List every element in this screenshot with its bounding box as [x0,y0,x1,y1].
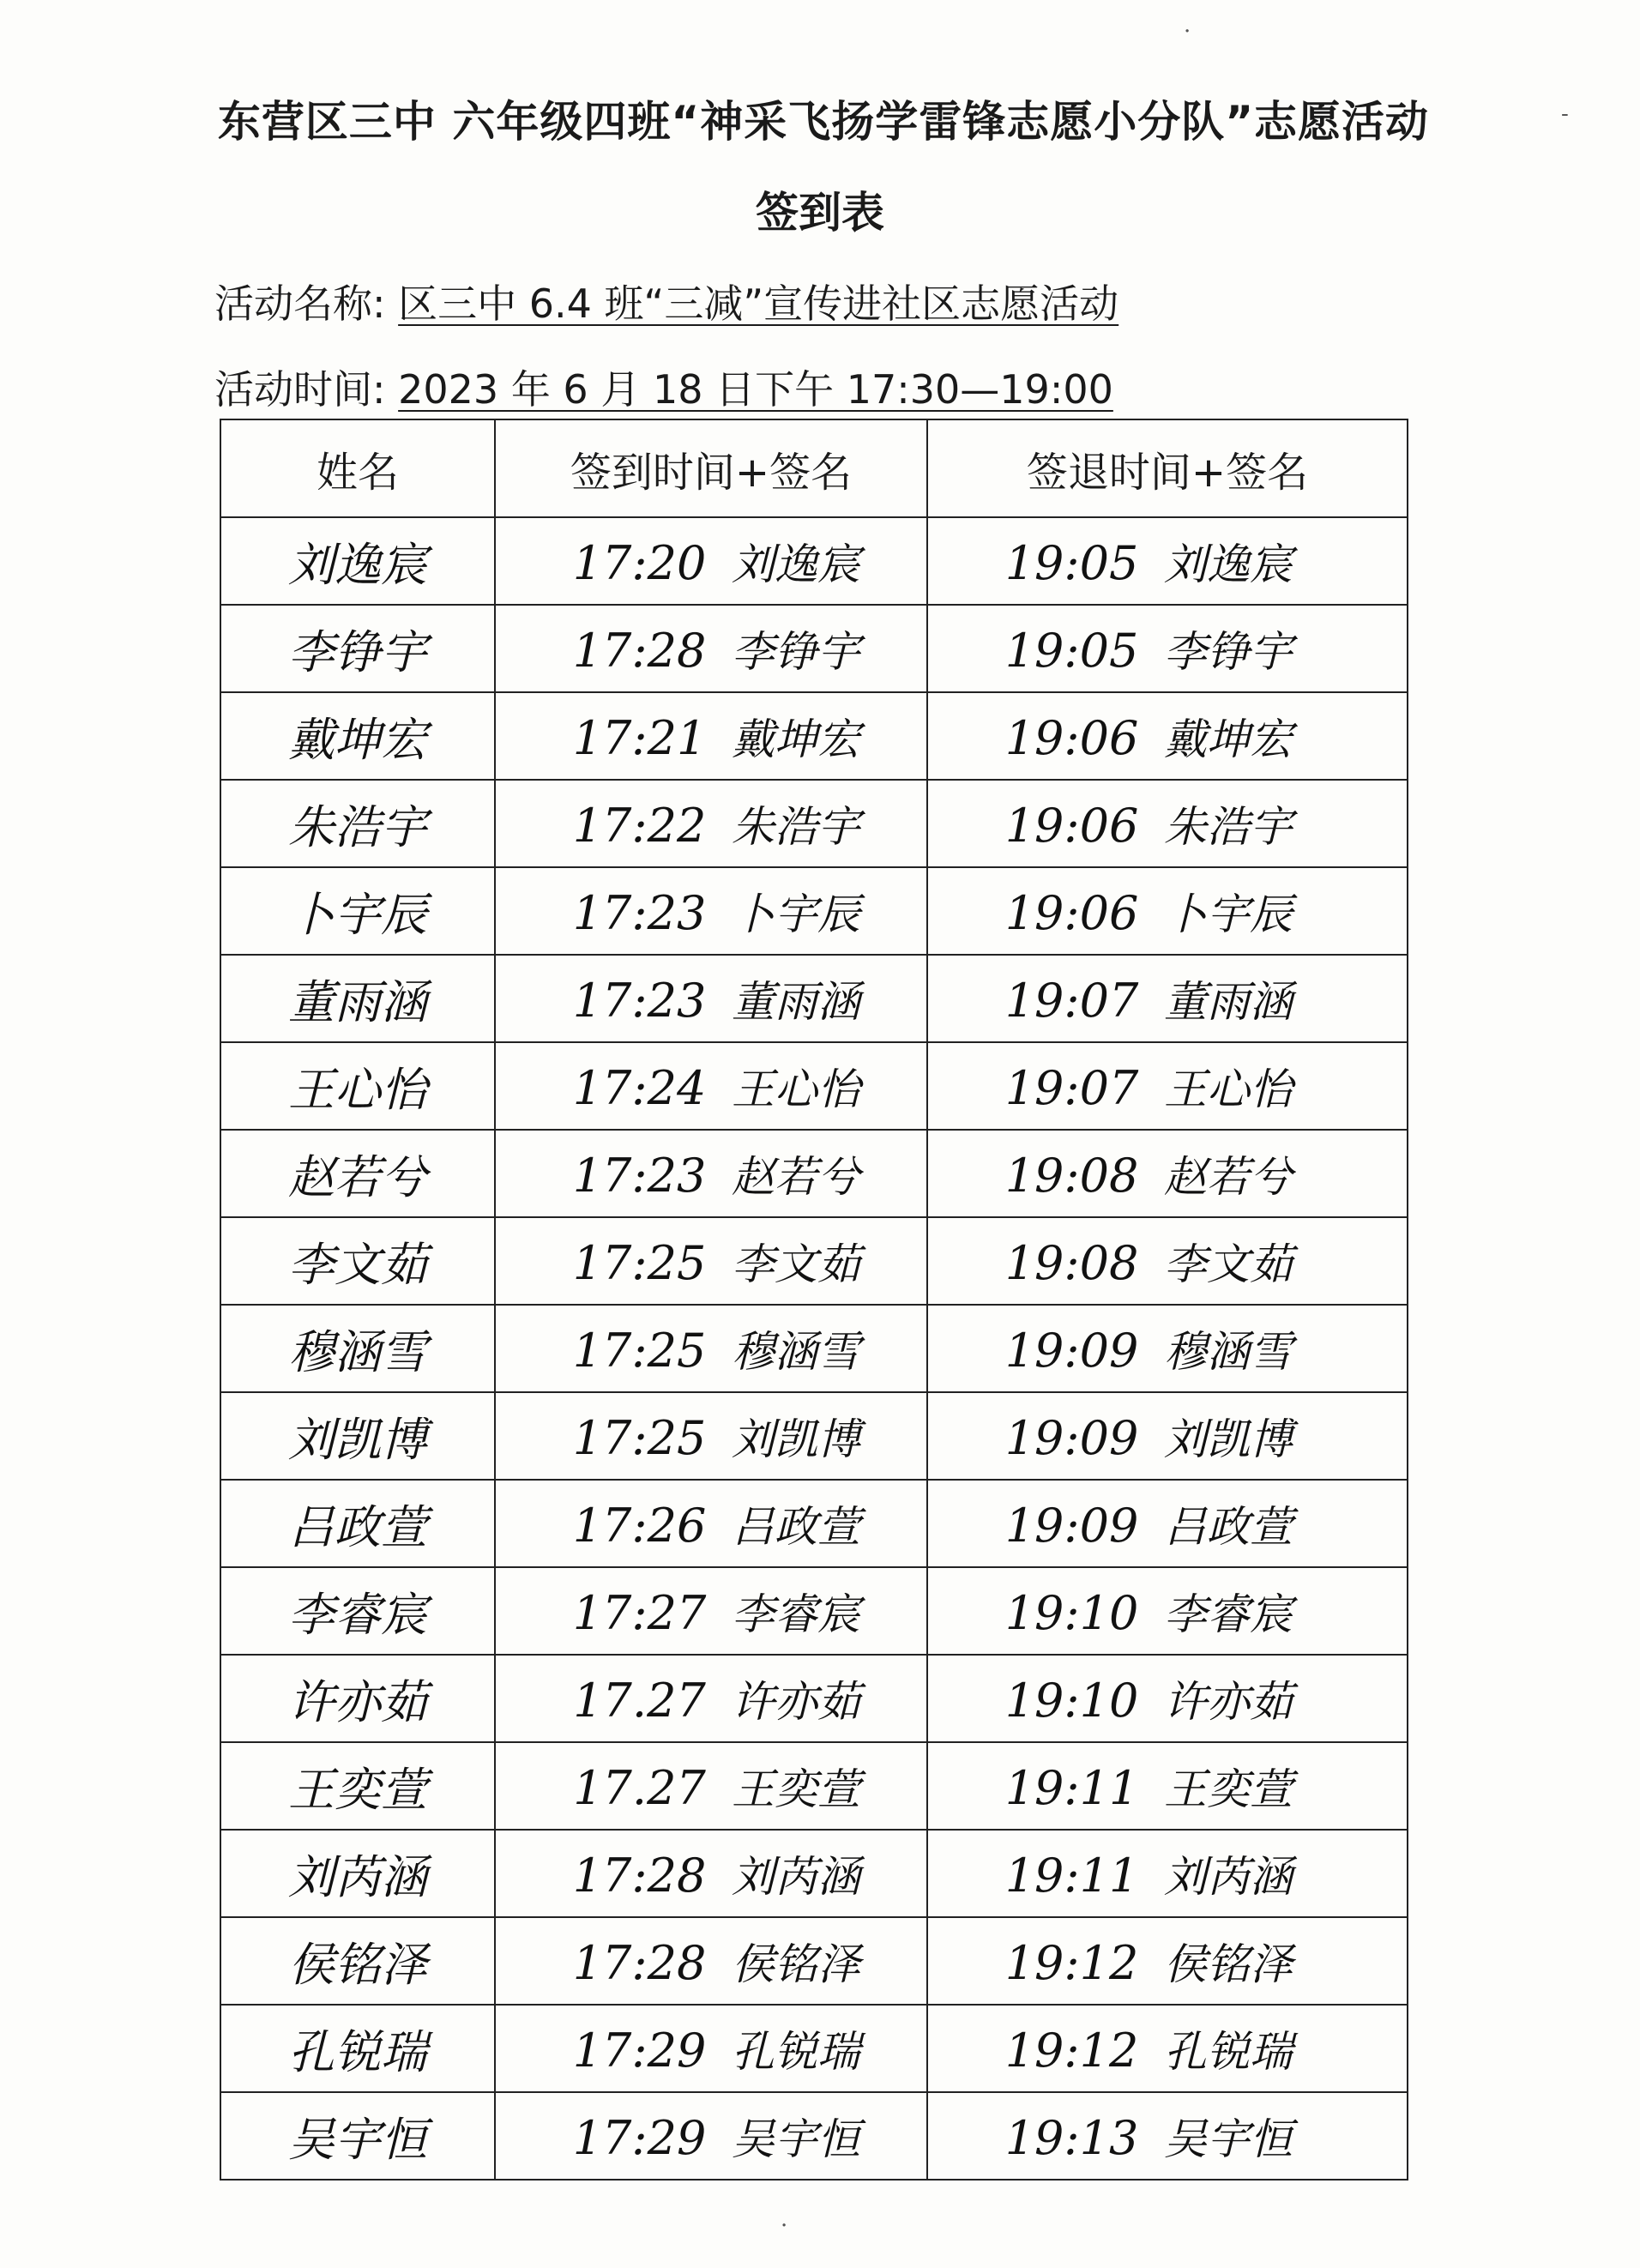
signin-time: 17:22 [572,799,707,853]
signin-cell [495,1917,927,2005]
table-row [220,1917,1408,2005]
signin-cell [495,1217,927,1305]
signout-cell [927,1217,1408,1305]
signout-signature: 卜宇辰 [1164,890,1293,939]
signin-cell [495,1042,927,1130]
signout-time: 19:11 [1004,1761,1139,1815]
signin-cell [495,692,927,780]
signin-time: 17:23 [572,974,707,1028]
student-name-cell: 赵若兮 [220,1130,495,1217]
signin-time: 17:28 [572,1849,707,1903]
signout-signature: 许亦茹 [1164,1677,1293,1727]
table-row [220,780,1408,867]
student-name-cell: 王心怡 [220,1042,495,1130]
signin-cell [495,1742,927,1830]
signin-signature: 穆涵雪 [732,1327,860,1377]
activity-name-label: 活动名称: [214,280,386,327]
student-name-cell: 许亦茹 [220,1655,495,1742]
student-name-cell: 李睿宸 [220,1567,495,1655]
signout-time: 19:12 [1004,1936,1139,1990]
signin-cell [495,1655,927,1742]
student-name-cell: 王奕萱 [220,1742,495,1830]
signout-time: 19:09 [1004,1324,1139,1378]
signin-time: 17:25 [572,1236,707,1290]
signin-signature: 吕政萱 [732,1502,860,1552]
signin-table [220,419,1408,2181]
signout-time: 19:09 [1004,1499,1139,1553]
header-signout: 签退时间+签名 [927,419,1408,517]
document-subtitle: 签到表 [756,188,884,238]
signin-time: 17:28 [572,624,707,678]
signin-cell [495,1392,927,1480]
signout-cell [927,1042,1408,1130]
signout-time: 19:07 [1004,1061,1139,1115]
signin-signature: 李睿宸 [732,1589,860,1639]
signin-signature: 戴坤宏 [732,715,860,764]
signin-time: 17:26 [572,1499,707,1553]
signout-cell [927,1655,1408,1742]
signin-signature: 董雨涵 [732,977,860,1027]
signin-cell [495,2005,927,2092]
signin-time: 17:21 [572,711,707,765]
signout-signature: 吕政萱 [1164,1502,1293,1552]
signout-time: 19:08 [1004,1149,1139,1203]
signout-signature: 孔锐瑞 [1164,2027,1293,2077]
student-name-cell: 刘芮涵 [220,1830,495,1917]
signin-time: 17:25 [572,1411,707,1465]
document-page: 东营区三中 六年级四班“神采飞扬学雷锋志愿小分队”志愿活动 签到表 活动名称: 区三中 6.4 班“三减”宣传进社区志愿活动 活动时间: 2023 年 6 月 18 日下午 17:30—19:00 姓名 签到时间+签名 签退时间+签名 刘逸宸 17:20 刘逸宸 19:05 刘逸宸 李铮宇 17:28 李铮宇 19:05 李铮宇 戴坤宏 17:21 戴坤宏 19:06 戴坤宏 朱浩宇 17:22 朱浩宇 19:06 朱浩宇 卜宇辰 17:23 卜宇辰 19:06 卜宇辰 董雨涵 17:23 董雨涵 19:07 董雨涵 王心怡 17:24 王心怡 19:07 王心怡 赵若兮 17:23 赵若兮 19:08 赵若兮 李文茹 17:25 李文茹 19:08 李文茹 穆涵雪 17:25 穆涵雪 19:09 穆涵雪 刘凯博 17:25 刘凯博 19:09 刘凯博 吕政萱 17:26 吕政萱 19:09 吕政萱 李睿宸 17:27 李睿宸 19:10 李睿宸 许亦茹 17.27 许亦茹 19:10 许亦茹 王奕萱 17.27 王奕萱 19:11 王奕萱 刘芮涵 17:28 刘芮涵 19:11 刘芮涵 侯铭泽 17:28 侯铭泽 19:12 侯铭泽 孔锐瑞 17:29 孔锐瑞 19:12 孔锐瑞 吴宇恒 17:29 吴宇恒 19:13 吴宇恒 · - · [0,0,1640,2268]
signout-signature: 王奕萱 [1164,1764,1293,1814]
signout-signature: 李睿宸 [1164,1589,1293,1639]
signout-cell [927,605,1408,692]
signout-cell [927,1305,1408,1392]
table-row [220,2005,1408,2092]
table-row [220,1392,1408,1480]
signout-cell [927,2092,1408,2180]
signin-signature: 刘凯博 [732,1414,860,1464]
document-title: 东营区三中 六年级四班“神采飞扬学雷锋志愿小分队”志愿活动 [217,97,1430,147]
signout-cell [927,1917,1408,2005]
signin-time: 17:28 [572,1936,707,1990]
signout-cell [927,1830,1408,1917]
signout-signature: 侯铭泽 [1164,1939,1293,1989]
table-row [220,1480,1408,1567]
table-row [220,2092,1408,2180]
signin-signature: 李铮宇 [732,627,860,677]
signin-time: 17:20 [572,536,707,590]
student-name-cell: 穆涵雪 [220,1305,495,1392]
student-name-cell: 戴坤宏 [220,692,495,780]
student-name-cell: 吕政萱 [220,1480,495,1567]
signout-signature: 李铮宇 [1164,627,1293,677]
signout-time: 19:07 [1004,974,1139,1028]
signin-signature: 吴宇恒 [732,2114,860,2164]
signin-cell [495,1480,927,1567]
table-row [220,955,1408,1042]
signin-cell [495,1567,927,1655]
activity-time-line [214,359,1113,415]
signout-cell [927,1130,1408,1217]
table-row [220,867,1408,955]
signin-cell [495,517,927,605]
table-row [220,1655,1408,1742]
signout-signature: 刘逸宸 [1164,540,1293,589]
student-name-cell: 李文茹 [220,1217,495,1305]
student-name-cell: 吴宇恒 [220,2092,495,2180]
student-name-cell: 李铮宇 [220,605,495,692]
signin-time: 17:23 [572,1149,707,1203]
signin-signature: 孔锐瑞 [732,2027,860,2077]
signout-time: 19:06 [1004,711,1139,765]
signout-cell [927,692,1408,780]
student-name-cell: 刘凯博 [220,1392,495,1480]
signout-signature: 王心怡 [1164,1065,1293,1114]
signin-cell [495,780,927,867]
signin-signature: 刘芮涵 [732,1852,860,1902]
signin-cell [495,1830,927,1917]
signout-time: 19:08 [1004,1236,1139,1290]
header-name: 姓名 [220,419,495,517]
signout-cell [927,780,1408,867]
signout-time: 19:05 [1004,624,1139,678]
signin-cell [495,2092,927,2180]
signout-time: 19:06 [1004,799,1139,853]
student-name-cell: 卜宇辰 [220,867,495,955]
signout-signature: 董雨涵 [1164,977,1293,1027]
signin-signature: 李文茹 [732,1240,860,1289]
signin-signature: 侯铭泽 [732,1939,860,1989]
signout-cell [927,517,1408,605]
table-row [220,692,1408,780]
signout-time: 19:11 [1004,1849,1139,1903]
signout-time: 19:06 [1004,886,1139,940]
student-name-cell: 董雨涵 [220,955,495,1042]
signout-cell [927,1480,1408,1567]
student-name-cell: 朱浩宇 [220,780,495,867]
signin-time: 17:29 [572,2024,707,2078]
header-signin: 签到时间+签名 [495,419,927,517]
signin-time: 17:23 [572,886,707,940]
activity-time-value: 2023 年 6 月 18 日下午 17:30—19:00 [398,366,1113,413]
signout-time: 19:05 [1004,536,1139,590]
signin-time: 17:25 [572,1324,707,1378]
signout-time: 19:10 [1004,1674,1139,1728]
table-row [220,1042,1408,1130]
signout-cell [927,1742,1408,1830]
table-row [220,1305,1408,1392]
signin-signature: 许亦茹 [732,1677,860,1727]
signin-cell [495,1305,927,1392]
table-row [220,517,1408,605]
signin-time: 17:27 [572,1586,707,1640]
table-row [220,605,1408,692]
signout-signature: 刘芮涵 [1164,1852,1293,1902]
table-body [220,517,1408,2180]
student-name-cell: 侯铭泽 [220,1917,495,2005]
student-name-cell: 孔锐瑞 [220,2005,495,2092]
table-row [220,1742,1408,1830]
signout-signature: 吴宇恒 [1164,2114,1293,2164]
signout-cell [927,867,1408,955]
signin-signature: 刘逸宸 [732,540,860,589]
signout-signature: 戴坤宏 [1164,715,1293,764]
signout-signature: 李文茹 [1164,1240,1293,1289]
signin-signature: 卜宇辰 [732,890,860,939]
signout-time: 19:12 [1004,2024,1139,2078]
table-row [220,1217,1408,1305]
table-header-row [220,419,1408,517]
signout-cell [927,2005,1408,2092]
signout-signature: 朱浩宇 [1164,802,1293,852]
signin-signature: 王心怡 [732,1065,860,1114]
table-row [220,1830,1408,1917]
signin-signature: 王奕萱 [732,1764,860,1814]
signout-signature: 刘凯博 [1164,1414,1293,1464]
activity-time-label: 活动时间: [214,366,386,413]
signin-cell [495,1130,927,1217]
signin-signature: 朱浩宇 [732,802,860,852]
student-name-cell: 刘逸宸 [220,517,495,605]
signin-signature: 赵若兮 [732,1152,860,1202]
table-row [220,1130,1408,1217]
signout-time: 19:13 [1004,2111,1139,2165]
signin-time: 17.27 [573,1761,706,1815]
activity-name-value: 区三中 6.4 班“三减”宣传进社区志愿活动 [398,280,1119,327]
signin-time: 17:29 [572,2111,707,2165]
signout-time: 19:10 [1004,1586,1139,1640]
signout-signature: 穆涵雪 [1164,1327,1293,1377]
signout-signature: 赵若兮 [1164,1152,1293,1202]
activity-name-line [214,273,1118,329]
signin-cell [495,867,927,955]
signin-time: 17.27 [573,1674,706,1728]
signin-cell [495,605,927,692]
signout-cell [927,1392,1408,1480]
signout-time: 19:09 [1004,1411,1139,1465]
signin-time: 17:24 [572,1061,707,1115]
signout-cell [927,1567,1408,1655]
signin-cell [495,955,927,1042]
table-row [220,1567,1408,1655]
signout-cell [927,955,1408,1042]
